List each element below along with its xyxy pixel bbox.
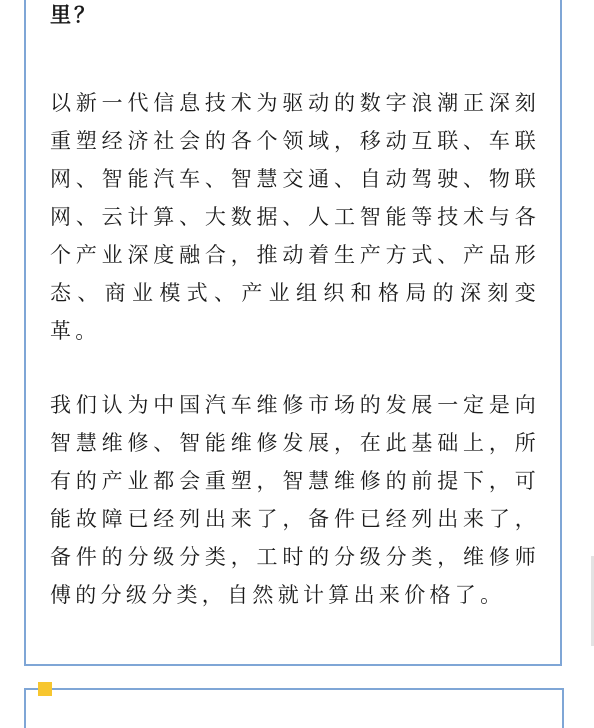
article-card <box>24 0 562 666</box>
article-paragraph-1: 以新一代信息技术为驱动的数字浪潮正深刻重塑经济社会的各个领域，移动互联、车联网、智能汽车、智慧交通、自动驾驶、物联网、云计算、大数据、人工智能等技术与各个产业深度融合，推动着生产方式、产品形态、商业模式、产业组织和格局的深刻变革。 <box>50 91 540 343</box>
article-paragraph-2: 我们认为中国汽车维修市场的发展一定是向智慧维修、智能维修发展，在此基础上，所有的产业都会重塑，智慧维修的前提下，可能故障已经列出来了，备件已经列出来了，备件的分级分类，工时的分级分类，维修师傅的分级分类，自然就计算出来价格了。 <box>50 393 540 607</box>
section-marker-icon <box>38 682 52 696</box>
next-article-card <box>24 688 564 728</box>
section-heading: 里？ <box>50 3 98 27</box>
